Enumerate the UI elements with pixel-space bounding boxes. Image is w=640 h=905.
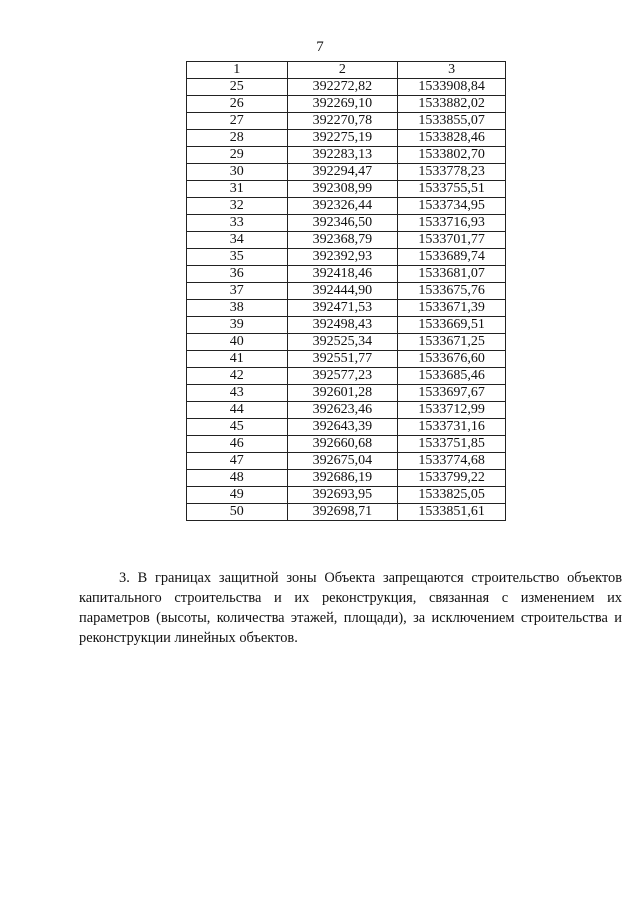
cell-point-number: 34 [187, 232, 288, 249]
cell-point-number: 26 [187, 96, 288, 113]
cell-x-coordinate: 392686,19 [287, 470, 398, 487]
table-row [187, 436, 506, 453]
cell-y-coordinate: 1533855,07 [398, 113, 506, 130]
cell-point-number: 31 [187, 181, 288, 198]
cell-y-coordinate: 1533755,51 [398, 181, 506, 198]
table-row [187, 113, 506, 130]
cell-x-coordinate: 392269,10 [287, 96, 398, 113]
table-row [187, 181, 506, 198]
cell-x-coordinate: 392444,90 [287, 283, 398, 300]
cell-y-coordinate: 1533751,85 [398, 436, 506, 453]
table-row [187, 504, 506, 521]
cell-point-number: 47 [187, 453, 288, 470]
table-row [187, 96, 506, 113]
cell-point-number: 25 [187, 79, 288, 96]
table-row [187, 385, 506, 402]
cell-y-coordinate: 1533731,16 [398, 419, 506, 436]
cell-x-coordinate: 392308,99 [287, 181, 398, 198]
cell-point-number: 29 [187, 147, 288, 164]
table-row [187, 351, 506, 368]
table-row [187, 266, 506, 283]
page-number: 7 [316, 39, 324, 55]
table-row [187, 419, 506, 436]
cell-y-coordinate: 1533716,93 [398, 215, 506, 232]
cell-y-coordinate: 1533734,95 [398, 198, 506, 215]
cell-y-coordinate: 1533828,46 [398, 130, 506, 147]
cell-x-coordinate: 392693,95 [287, 487, 398, 504]
table-row [187, 215, 506, 232]
table-row [187, 232, 506, 249]
table-row [187, 487, 506, 504]
cell-x-coordinate: 392294,47 [287, 164, 398, 181]
column-header-y-coordinate: 3 [398, 62, 506, 79]
cell-x-coordinate: 392272,82 [287, 79, 398, 96]
table-header [187, 62, 506, 79]
table-row [187, 147, 506, 164]
cell-x-coordinate: 392346,50 [287, 215, 398, 232]
cell-x-coordinate: 392368,79 [287, 232, 398, 249]
table-header-row [187, 62, 506, 79]
cell-point-number: 40 [187, 334, 288, 351]
table-row [187, 300, 506, 317]
cell-point-number: 44 [187, 402, 288, 419]
cell-x-coordinate: 392623,46 [287, 402, 398, 419]
cell-y-coordinate: 1533681,07 [398, 266, 506, 283]
cell-x-coordinate: 392660,68 [287, 436, 398, 453]
cell-x-coordinate: 392498,43 [287, 317, 398, 334]
cell-point-number: 30 [187, 164, 288, 181]
cell-point-number: 41 [187, 351, 288, 368]
cell-y-coordinate: 1533669,51 [398, 317, 506, 334]
table-row [187, 402, 506, 419]
cell-point-number: 38 [187, 300, 288, 317]
cell-y-coordinate: 1533802,70 [398, 147, 506, 164]
cell-x-coordinate: 392698,71 [287, 504, 398, 521]
cell-x-coordinate: 392471,53 [287, 300, 398, 317]
cell-x-coordinate: 392418,46 [287, 266, 398, 283]
cell-y-coordinate: 1533685,46 [398, 368, 506, 385]
table-row [187, 317, 506, 334]
cell-point-number: 50 [187, 504, 288, 521]
cell-x-coordinate: 392270,78 [287, 113, 398, 130]
cell-point-number: 45 [187, 419, 288, 436]
cell-y-coordinate: 1533671,25 [398, 334, 506, 351]
cell-point-number: 28 [187, 130, 288, 147]
cell-point-number: 35 [187, 249, 288, 266]
table-row [187, 130, 506, 147]
cell-x-coordinate: 392675,04 [287, 453, 398, 470]
cell-y-coordinate: 1533908,84 [398, 79, 506, 96]
cell-y-coordinate: 1533676,60 [398, 351, 506, 368]
table-row [187, 198, 506, 215]
cell-point-number: 46 [187, 436, 288, 453]
cell-point-number: 48 [187, 470, 288, 487]
cell-y-coordinate: 1533799,22 [398, 470, 506, 487]
cell-x-coordinate: 392525,34 [287, 334, 398, 351]
cell-point-number: 49 [187, 487, 288, 504]
cell-x-coordinate: 392283,13 [287, 147, 398, 164]
cell-point-number: 36 [187, 266, 288, 283]
table-row [187, 368, 506, 385]
cell-point-number: 42 [187, 368, 288, 385]
table-row [187, 79, 506, 96]
cell-point-number: 27 [187, 113, 288, 130]
cell-y-coordinate: 1533697,67 [398, 385, 506, 402]
column-header-x-coordinate: 2 [287, 62, 398, 79]
cell-x-coordinate: 392601,28 [287, 385, 398, 402]
table-row [187, 283, 506, 300]
cell-y-coordinate: 1533675,76 [398, 283, 506, 300]
coordinates-table [186, 61, 506, 521]
cell-x-coordinate: 392326,44 [287, 198, 398, 215]
cell-point-number: 39 [187, 317, 288, 334]
table-row [187, 164, 506, 181]
table-row [187, 470, 506, 487]
cell-x-coordinate: 392577,23 [287, 368, 398, 385]
cell-x-coordinate: 392551,77 [287, 351, 398, 368]
column-header-point-number: 1 [187, 62, 288, 79]
cell-x-coordinate: 392392,93 [287, 249, 398, 266]
cell-y-coordinate: 1533774,68 [398, 453, 506, 470]
table-row [187, 334, 506, 351]
table-row [187, 453, 506, 470]
table-row [187, 249, 506, 266]
cell-y-coordinate: 1533882,02 [398, 96, 506, 113]
cell-x-coordinate: 392643,39 [287, 419, 398, 436]
cell-y-coordinate: 1533712,99 [398, 402, 506, 419]
cell-y-coordinate: 1533701,77 [398, 232, 506, 249]
table-body [187, 79, 506, 521]
cell-y-coordinate: 1533825,05 [398, 487, 506, 504]
cell-point-number: 43 [187, 385, 288, 402]
cell-y-coordinate: 1533778,23 [398, 164, 506, 181]
cell-y-coordinate: 1533689,74 [398, 249, 506, 266]
cell-point-number: 32 [187, 198, 288, 215]
cell-point-number: 37 [187, 283, 288, 300]
cell-y-coordinate: 1533671,39 [398, 300, 506, 317]
restriction-paragraph: 3. В границах защитной зоны Объекта запрещаются строительство объектов капитального строительства и их реконструкция, связанная с изменением их параметров (высоты, количества этажей, площади), за исключением строительства и реконструкции линейных объектов. [79, 570, 622, 646]
cell-point-number: 33 [187, 215, 288, 232]
cell-x-coordinate: 392275,19 [287, 130, 398, 147]
cell-y-coordinate: 1533851,61 [398, 504, 506, 521]
